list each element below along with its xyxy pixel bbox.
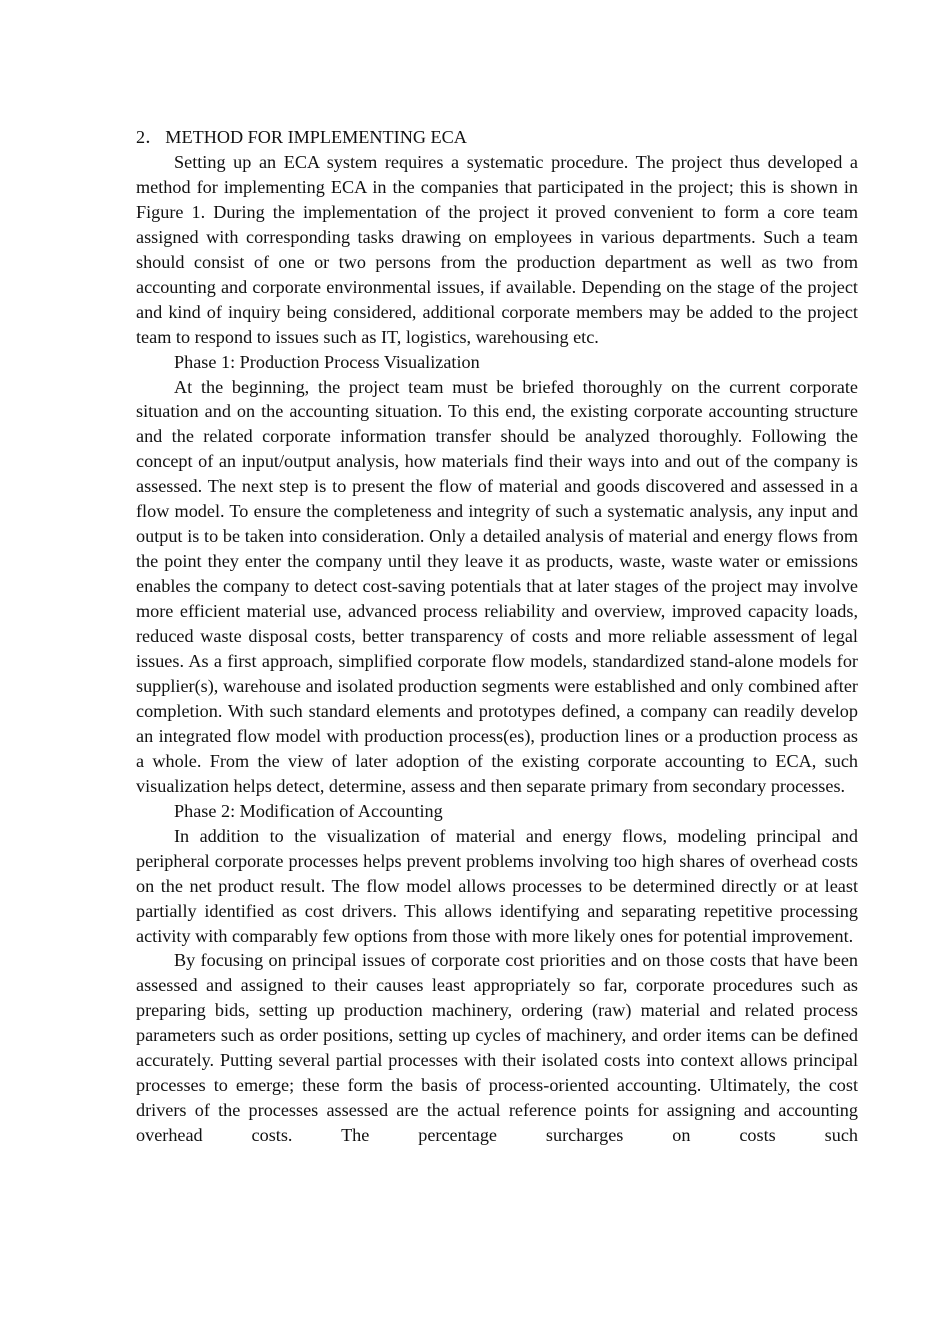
phase1-subheading: Phase 1: Production Process Visualization: [174, 351, 480, 372]
phase2-paragraph-1: In addition to the visualization of material and energy flows, modeling principal and peripheral corporate processes helps prevent problems involving too high shares of overhead costs on the net product result. The flow model allows processes to be determined directly or at least partially identified as cost drivers. This allows identifying and separating repetitive processing activity with comparably few options from those with more likely ones for potential improvement.: [136, 825, 858, 946]
section-heading: [136, 125, 858, 150]
intro-paragraph: Setting up an ECA system requires a systematic procedure. The project thus developed a method for implementing ECA in the companies that participated in the project; this is shown in Figure 1. During the implementation of the project it proved convenient to form a core team assigned with corresponding tasks drawing on employees in various departments. Such a team should consist of one or two persons from the production department as well as two from accounting and corporate environmental issues, if available. Depending on the stage of the project and kind of inquiry being considered, additional corporate members may be added to the project team to respond to issues such as IT, logistics, warehousing etc.: [136, 151, 858, 347]
phase2-paragraph-2: By focusing on principal issues of corporate cost priorities and on those costs that have been assessed and assigned to their causes least appropriately so far, corporate procedures such as preparing bids, setting up production machinery, ordering (raw) material and related process parameters such as order positions, setting up cycles of machinery, and order items can be defined accurately. Putting several partial processes with their isolated costs into context allows principal processes to emerge; these form the basis of process-oriented accounting. Ultimately, the cost drivers of the processes assessed are the actual reference points for assigning and accounting overhead costs. The percentage surcharges on costs such: [136, 950, 858, 1146]
section-title: METHOD FOR IMPLEMENTING ECA: [165, 127, 467, 147]
phase1-paragraph: At the beginning, the project team must be briefed thoroughly on the current corporate situation and on the accounting situation. To this end, the existing corporate accounting structure and the related corporate information transfer should be analyzed thoroughly. Following the concept of an input/output analysis, how materials find their ways into and out of the company is assessed. The next step is to present the flow of material and goods discovered and assessed in a flow model. To ensure the completeness and integrity of such a systematic analysis, any input and output is to be taken into consideration. Only a detailed analysis of material and energy flows from the point they enter the company until they leave it as products, waste, waste water or emissions enables the company to detect cost-saving potentials that at later stages of the project may involve more efficient material use, advanced process reliability and overview, improved capacity loads, reduced waste disposal costs, better transparency of costs and more reliable assessment of legal issues. As a first approach, simplified corporate flow models, standardized stand-alone models for supplier(s), warehouse and isolated production segments were established and only combined after completion. With such standard elements and prototypes defined, a company can readily develop an integrated flow model with production process(es), production lines or a production process as a whole. From the view of later adoption of the existing corporate accounting to ECA, such visualization helps detect, determine, assess and then separate primary from secondary processes.: [136, 376, 858, 796]
phase2-subheading: Phase 2: Modification of Accounting: [174, 800, 443, 821]
section-number: 2．: [136, 127, 164, 147]
document-page: [136, 125, 858, 1148]
